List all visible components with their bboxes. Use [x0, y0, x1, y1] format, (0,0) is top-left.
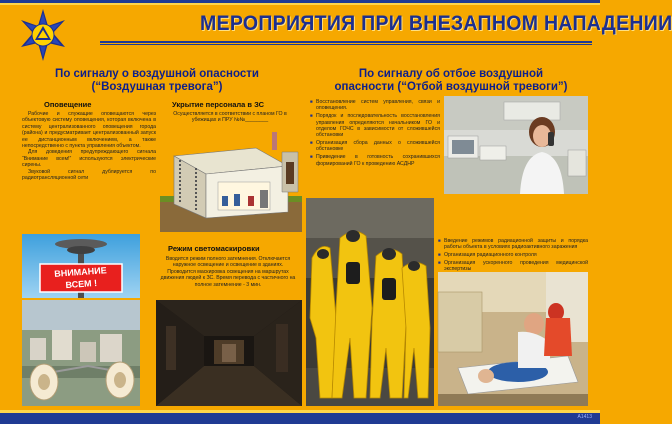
- poster-title: МЕРОПРИЯТИЯ ПРИ ВНЕЗАПНОМ НАПАДЕНИИ: [200, 12, 672, 35]
- list-item: ■ Организация радиационного контроля: [438, 252, 588, 258]
- footer-code: А1413: [577, 414, 592, 420]
- section-heading-all-clear: [306, 68, 596, 94]
- list-item: ■ Организация ускоренного проведения медицинской экспертизы: [438, 260, 588, 273]
- shelter-subtitle: Укрытие персонала в ЗС: [172, 100, 265, 109]
- list-item: ■ Приведение в готовность сохранившихся формирований ГО к проведению АСДНР: [310, 154, 440, 167]
- blackout-subtitle: Режим светомаскировки: [168, 244, 260, 253]
- warning-paragraph: Рабочие и служащие оповещаются через объектовую систему оповещения, которая включена в систему централизованного оповещения города (района) и предусматривает централизованный запуск ее дистанционным включением, а также непосредственно с пункта управления объектом.: [22, 111, 156, 150]
- shelter-text: Осуществляется в соответствии с планом ГО в убежищах и ПРУ №№________: [173, 111, 287, 124]
- warning-paragraph: Звуковой сигнал дублируется по радиотрансляционной сети: [22, 168, 156, 182]
- warning-subtitle: Оповещение: [44, 100, 92, 109]
- title-underline: [100, 41, 592, 43]
- sign-line: ВНИМАНИЕ: [53, 265, 107, 279]
- dark-corridor-photo: [156, 300, 302, 406]
- warning-text-block: [22, 111, 156, 181]
- warning-paragraph: Для доведения предупреждающего сигнала “Внимание всем!” используются электрические сирены.: [22, 149, 156, 169]
- list-item: ■ Введение режимов радиационной защиты и порядка работы объекта в условиях радиоактивного заражения: [438, 238, 588, 251]
- operator-telephone-photo: [444, 96, 588, 194]
- all-clear-list-top: [310, 99, 440, 168]
- section-heading-line: опасности (“Отбой воздушной тревоги”): [334, 81, 568, 93]
- sign-line: ВСЕМ !: [65, 277, 98, 291]
- attention-everyone-sign: [39, 263, 123, 297]
- list-item: ■ Восстановление систем управления, связи и оповещения.: [310, 99, 440, 112]
- bottom-border-stripe: [0, 413, 600, 424]
- shelter-illustration: [160, 126, 302, 232]
- list-item: ■ Порядок и последовательность восстановления управления определяются начальником ГО и отделом ГОЧС в зависимости от сложившейся обстановки: [310, 113, 440, 139]
- emergency-ministry-star-icon: [16, 8, 70, 62]
- section-heading-line: По сигналу о воздушной опасности: [55, 68, 259, 80]
- rescuers-protective-suits-photo: [306, 198, 434, 406]
- blackout-text: Вводится режим полного затемнения. Отключается наружное освещение и освещение в зданиях. Проводится маскировка освещения на маршрутах движения людей к ЗС. Время перевода с частичного на полное затемнение - 3 мин.: [160, 256, 296, 288]
- list-item: ■ Организация сбора данных о сложившейся обстановке: [310, 140, 440, 153]
- medical-assistance-photo: [438, 272, 588, 406]
- section-heading-air-raid: [26, 68, 288, 94]
- city-loudspeakers-photo: [22, 300, 140, 406]
- title-underline-thin: [100, 44, 592, 45]
- section-heading-line: По сигналу об отбое воздушной: [358, 68, 544, 80]
- top-border-light-stripe: [0, 3, 600, 5]
- section-heading-line: (“Воздушная тревога”): [91, 81, 223, 93]
